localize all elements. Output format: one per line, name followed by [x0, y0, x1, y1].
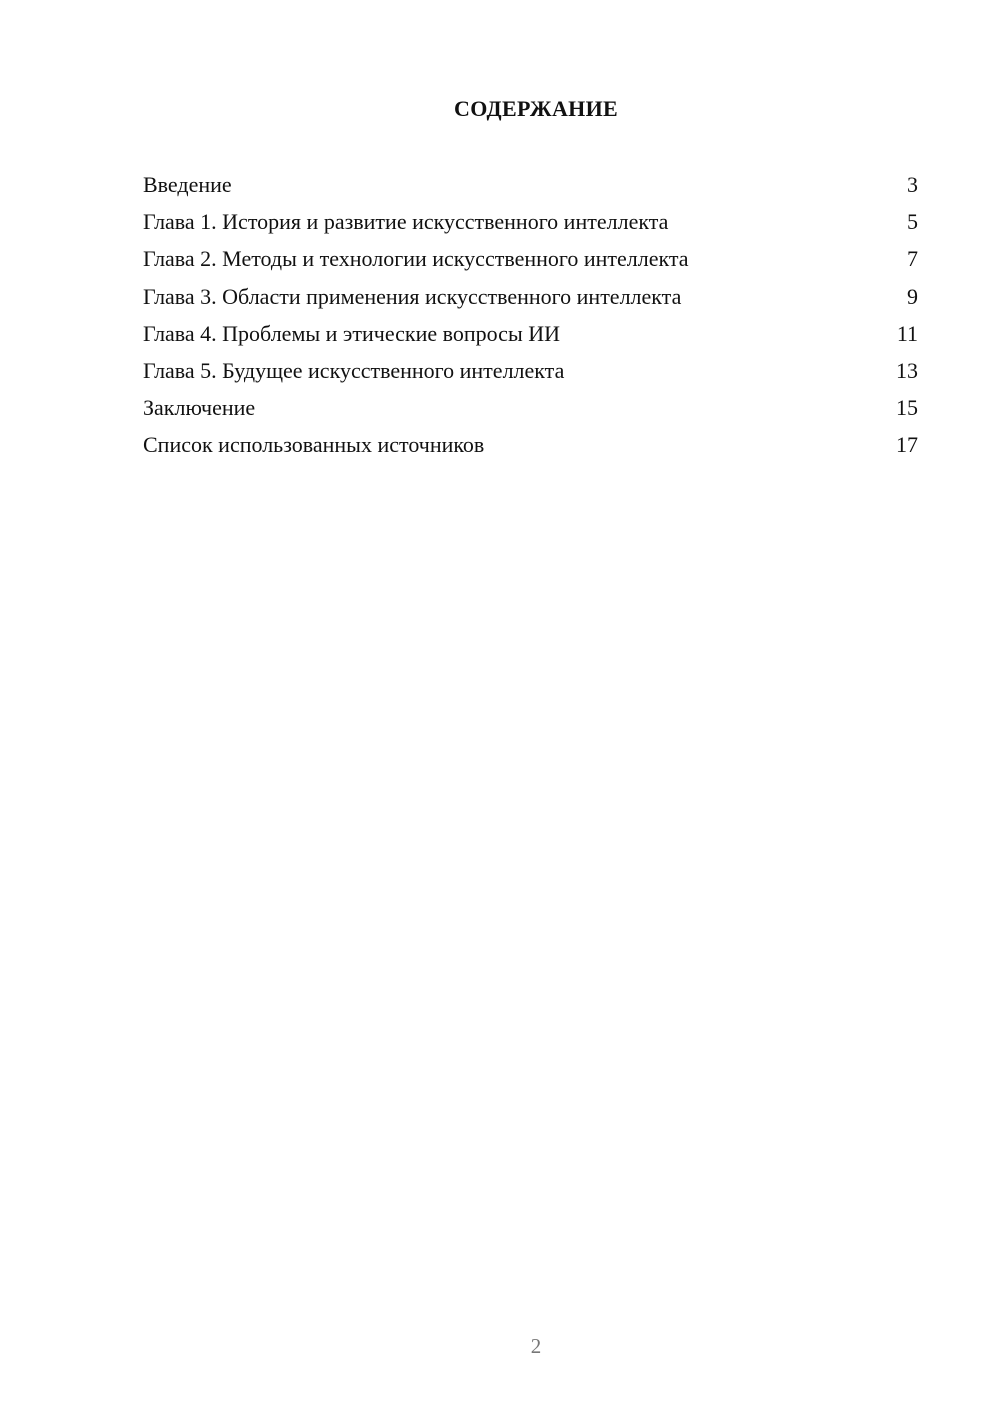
toc-entry-page: 5: [907, 209, 918, 235]
toc-entry-references: [143, 428, 918, 465]
toc-entry-introduction: [143, 168, 918, 205]
toc-entry-chapter-3: [143, 280, 918, 317]
toc-entry-page: 7: [907, 246, 918, 272]
toc-entry-title: Глава 2. Методы и технологии искусственного интеллекта: [143, 246, 689, 272]
page-number: 2: [530, 1334, 542, 1358]
toc-entry-page: 3: [907, 172, 918, 197]
toc-entry-chapter-5: [143, 354, 918, 391]
toc-entry-title: Глава 4. Проблемы и этические вопросы ИИ: [143, 320, 561, 346]
toc-entry-chapter-4: [143, 317, 918, 354]
toc-entry-page: 9: [907, 283, 918, 309]
toc-entry-page: 11: [896, 320, 918, 346]
toc-entry-chapter-1: [143, 205, 918, 242]
toc-entry-title: Глава 3. Области применения искусственного интеллекта: [143, 283, 682, 309]
toc-entry-chapter-2: [143, 242, 918, 279]
toc-entry-title: Введение: [143, 172, 232, 197]
toc-entry-title: Глава 5. Будущее искусственного интеллекта: [143, 357, 565, 383]
toc-entry-title: Список использованных источников: [143, 432, 485, 458]
toc-entry-page: 15: [896, 395, 918, 421]
toc-entry-page: 17: [896, 432, 918, 458]
table-of-contents: [143, 168, 918, 466]
toc-entry-title: Заключение: [143, 395, 256, 421]
toc-entry-title: Глава 1. История и развитие искусственного интеллекта: [143, 209, 669, 235]
page-title: СОДЕРЖАНИЕ: [454, 96, 618, 121]
toc-entry-page: 13: [896, 357, 918, 383]
toc-entry-conclusion: [143, 391, 918, 428]
